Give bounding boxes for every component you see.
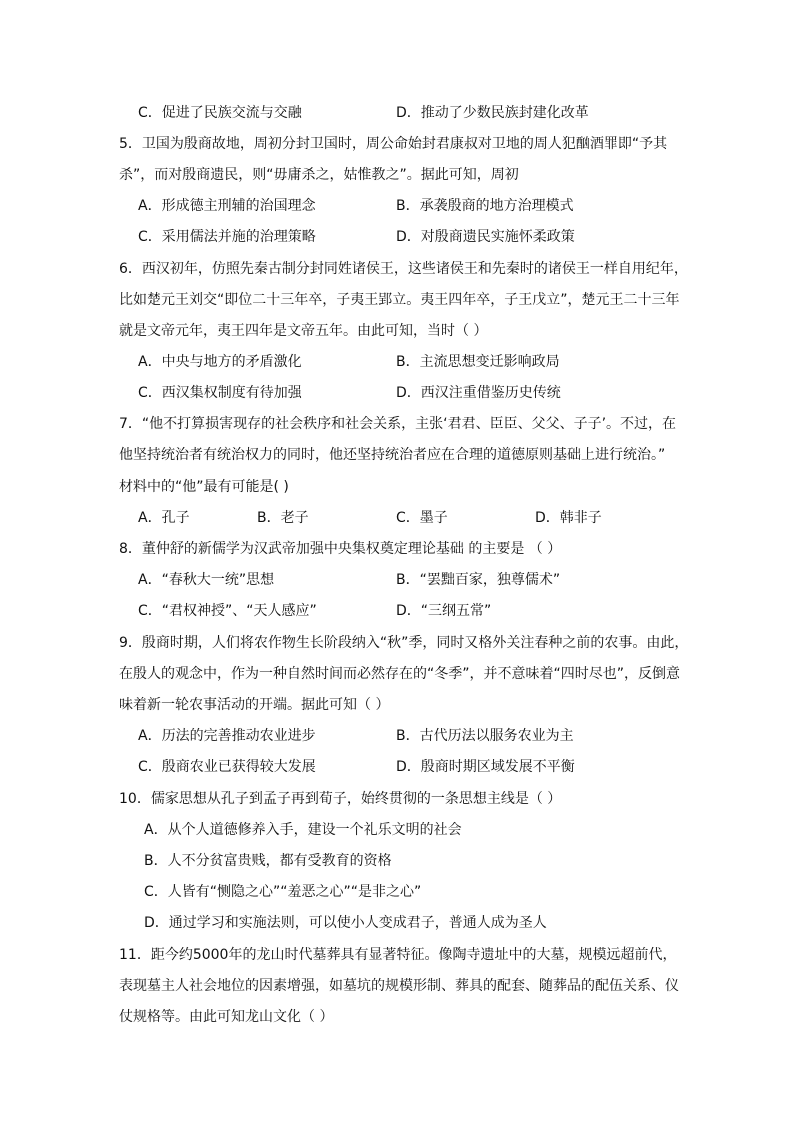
q7-option-a: A．孔子 xyxy=(138,510,190,526)
q11-stem-line3: 仗规格等。由此可知龙山文化（ ） xyxy=(119,1009,334,1025)
q10-option-c: C．人皆有“恻隐之心”“羞恶之心”“是非之心” xyxy=(144,884,422,900)
q6-option-c: C．西汉集权制度有待加强 xyxy=(138,385,302,401)
q7-stem-line3: 材料中的“他”最有可能是( ) xyxy=(119,479,289,495)
q5-option-b: B．承袭殷商的地方治理模式 xyxy=(396,198,574,214)
q9-option-b: B．古代历法以服务农业为主 xyxy=(396,728,574,744)
q7-option-c: C．墨子 xyxy=(396,510,448,526)
q10-option-b: B．人不分贫富贵贱，都有受教育的资格 xyxy=(144,853,392,869)
q9-option-a: A．历法的完善推动农业进步 xyxy=(138,728,316,744)
q6-option-b: B．主流思想变迁影响政局 xyxy=(396,354,560,370)
q9-stem-line1: 9．殷商时期，人们将农作物生长阶段纳入“秋”季，同时又格外关注春种之前的农事。由此， xyxy=(119,635,689,651)
q6-stem-line1: 6．西汉初年，仿照先秦古制分封同姓诸侯王，这些诸侯王和先秦时的诸侯王一样自用纪年， xyxy=(119,261,688,277)
q10-option-a: A．从个人道德修养入手，建设一个礼乐文明的社会 xyxy=(144,822,462,838)
q11-stem-line1: 11．距今约5000年的龙山时代墓葬具有显著特征。像陶寺遗址中的大墓，规模远超前代， xyxy=(119,947,677,963)
q9-stem-line3: 味着新一轮农事活动的开端。据此可知（ ） xyxy=(119,697,390,713)
q8-stem: 8．董仲舒的新儒学为汉武帝加强中央集权奠定理论基础 的主要是 （ ） xyxy=(119,541,562,557)
q6-option-a: A．中央与地方的矛盾激化 xyxy=(138,354,302,370)
q4-option-d: D．推动了少数民族封建化改革 xyxy=(396,105,589,121)
q9-option-d: D．殷商时期区域发展不平衡 xyxy=(396,759,575,775)
q4-option-c: C．促进了民族交流与交融 xyxy=(138,105,302,121)
q9-option-c: C．殷商农业已获得较大发展 xyxy=(138,759,316,775)
q5-option-d: D．对殷商遗民实施怀柔政策 xyxy=(396,229,575,245)
q5-stem-line1: 5．卫国为殷商故地，周初分封卫国时，周公命始封君康叔对卫地的周人犯酗酒罪即“予其 xyxy=(119,136,668,152)
q6-stem-line3: 就是文帝元年，夷王四年是文帝五年。由此可知，当时（ ） xyxy=(119,323,488,339)
q7-stem-line2: 他坚持统治者有统治权力的同时，他还坚持统治者应在合理的道德原则基础上进行统治。” xyxy=(119,447,666,463)
q10-stem: 10．儒家思想从孔子到孟子再到荀子，始终贯彻的一条思想主线是（ ） xyxy=(119,791,562,807)
q8-option-b: B．“罢黜百家，独尊儒术” xyxy=(396,572,561,588)
q7-stem-line1: 7．“他不打算损害现存的社会秩序和社会关系，主张‘君君、臣臣、父父、子子’。不过，在 xyxy=(119,416,677,432)
q8-option-c: C．“君权神授”、“天人感应” xyxy=(138,603,317,619)
q7-option-d: D．韩非子 xyxy=(535,510,602,526)
q6-stem-line2: 比如楚元王刘交“即位二十三年卒，子夷王郢立。夷王四年卒，子王戊立”，楚元王二十三年 xyxy=(119,292,680,308)
q8-option-a: A．“春秋大一统”思想 xyxy=(138,572,275,588)
q5-stem-line2: 杀”，而对殷商遗民，则“毋庸杀之，姑惟教之”。据此可知，周初 xyxy=(119,167,519,183)
q5-option-a: A．形成德主刑辅的治国理念 xyxy=(138,198,316,214)
q9-stem-line2: 在殷人的观念中，作为一种自然时间而必然存在的“冬季”，并不意味着“四时尽也”，反倒意 xyxy=(119,666,681,682)
q10-option-d: D．通过学习和实施法则，可以使小人变成君子，普通人成为圣人 xyxy=(144,915,547,931)
q6-option-d: D．西汉注重借鉴历史传统 xyxy=(396,385,561,401)
q7-option-b: B．老子 xyxy=(257,510,309,526)
q5-option-c: C．采用儒法并施的治理策略 xyxy=(138,229,316,245)
q8-option-d: D．“三纲五常” xyxy=(396,603,492,619)
q11-stem-line2: 表现墓主人社会地位的因素增强，如墓坑的规模形制、葬具的配套、随葬品的配伍关系、仪 xyxy=(119,978,679,994)
